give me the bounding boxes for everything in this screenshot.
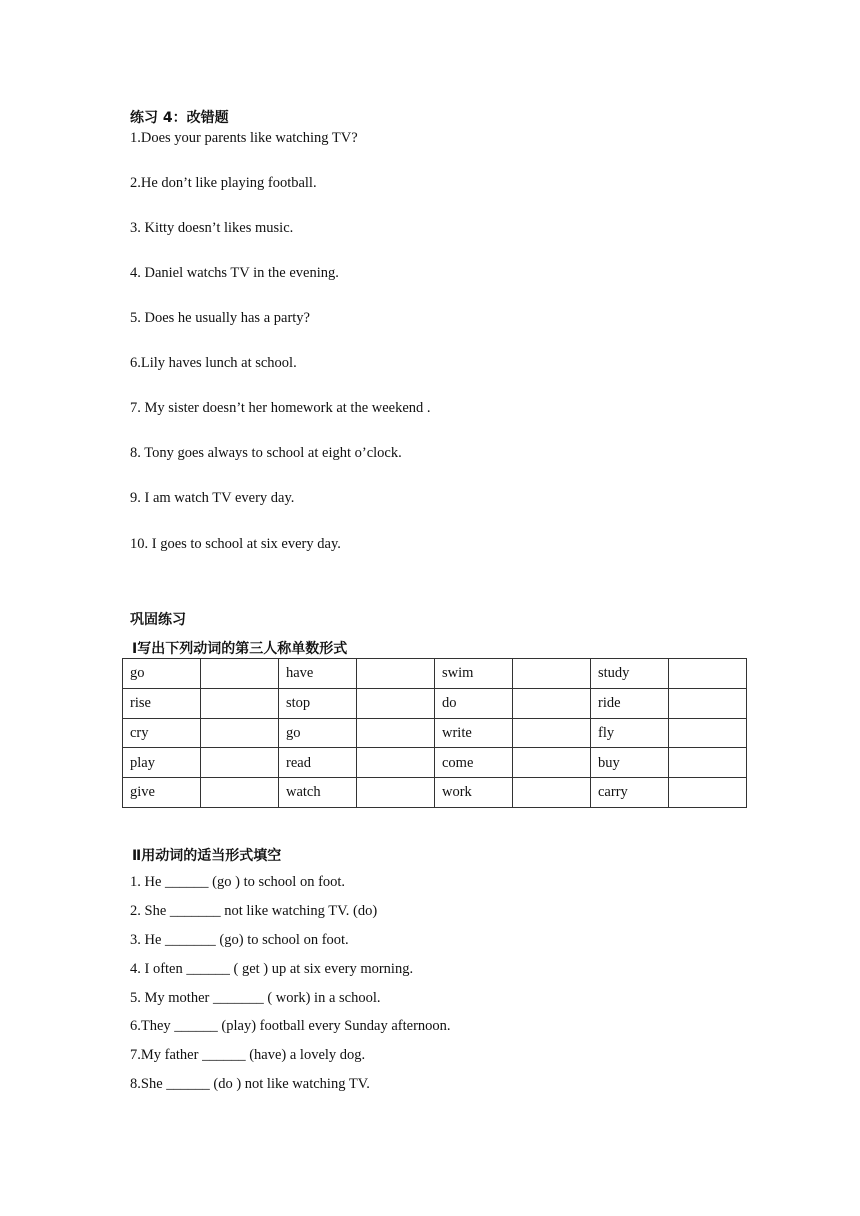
answer-cell[interactable] [669, 659, 747, 689]
answer-cell[interactable] [201, 778, 279, 808]
fill-blank-item: 7.My father ______ (have) a lovely dog. [130, 1047, 366, 1063]
fill-blank-item: 5. My mother _______ ( work) in a school. [130, 990, 381, 1006]
answer-cell[interactable] [201, 748, 279, 778]
verb-cell: go [123, 659, 201, 689]
table-row [123, 659, 747, 689]
verb-cell: ride [591, 688, 669, 718]
answer-cell[interactable] [201, 659, 279, 689]
exercise-item: 5. Does he usually has a party? [130, 310, 310, 326]
verb-cell: stop [279, 688, 357, 718]
exercise-item: 7. My sister doesn’t her homework at the weekend . [130, 400, 431, 416]
verb-cell: read [279, 748, 357, 778]
verb-cell: study [591, 659, 669, 689]
exercise-item: 2.He don’t like playing football. [130, 175, 317, 191]
exercise-item: 10. I goes to school at six every day. [130, 536, 341, 552]
verb-cell: swim [435, 659, 513, 689]
answer-cell[interactable] [513, 718, 591, 748]
table-row [123, 688, 747, 718]
exercise-item: 1.Does your parents like watching TV? [130, 130, 358, 146]
answer-cell[interactable] [513, 659, 591, 689]
table-row [123, 718, 747, 748]
verb-cell: come [435, 748, 513, 778]
answer-cell[interactable] [357, 718, 435, 748]
verb-cell: rise [123, 688, 201, 718]
fill-blank-item: 1. He ______ (go ) to school on foot. [130, 874, 346, 890]
fill-blank-item: 4. I often ______ ( get ) up at six every morning. [130, 961, 414, 977]
answer-cell[interactable] [669, 748, 747, 778]
verb-cell: give [123, 778, 201, 808]
fill-blank-item: 8.She ______ (do ) not like watching TV. [130, 1076, 370, 1092]
part1-title: Ⅰ写出下列动词的第三人称单数形式 [132, 641, 348, 657]
section-title-consolidation: 巩固练习 [130, 612, 186, 628]
answer-cell[interactable] [669, 778, 747, 808]
answer-cell[interactable] [669, 688, 747, 718]
fill-blank-item: 2. She _______ not like watching TV. (do) [130, 903, 378, 919]
answer-cell[interactable] [357, 748, 435, 778]
table-row [123, 748, 747, 778]
exercise-item: 4. Daniel watchs TV in the evening. [130, 265, 339, 281]
answer-cell[interactable] [357, 659, 435, 689]
table-row [123, 778, 747, 808]
answer-cell[interactable] [201, 718, 279, 748]
answer-cell[interactable] [669, 718, 747, 748]
exercise-item: 6.Lily haves lunch at school. [130, 355, 297, 371]
verb-cell: play [123, 748, 201, 778]
verb-cell: fly [591, 718, 669, 748]
verb-cell: go [279, 718, 357, 748]
verb-cell: carry [591, 778, 669, 808]
exercise-item: 9. I am watch TV every day. [130, 490, 295, 506]
answer-cell[interactable] [357, 778, 435, 808]
exercise-item: 8. Tony goes always to school at eight o’clock. [130, 445, 402, 461]
exercise-item: 3. Kitty doesn’t likes music. [130, 220, 294, 236]
section-title-error-correction: 练习 4：改错题 [130, 110, 229, 126]
answer-cell[interactable] [201, 688, 279, 718]
verb-cell: do [435, 688, 513, 718]
verb-cell: write [435, 718, 513, 748]
fill-blank-item: 6.They ______ (play) football every Sunday afternoon. [130, 1018, 451, 1034]
verb-table [122, 658, 747, 808]
answer-cell[interactable] [357, 688, 435, 718]
answer-cell[interactable] [513, 688, 591, 718]
answer-cell[interactable] [513, 748, 591, 778]
fill-blank-item: 3. He _______ (go) to school on foot. [130, 932, 349, 948]
answer-cell[interactable] [513, 778, 591, 808]
verb-cell: have [279, 659, 357, 689]
verb-cell: buy [591, 748, 669, 778]
verb-cell: watch [279, 778, 357, 808]
verb-cell: work [435, 778, 513, 808]
verb-cell: cry [123, 718, 201, 748]
part2-title: Ⅱ用动词的适当形式填空 [132, 848, 282, 864]
